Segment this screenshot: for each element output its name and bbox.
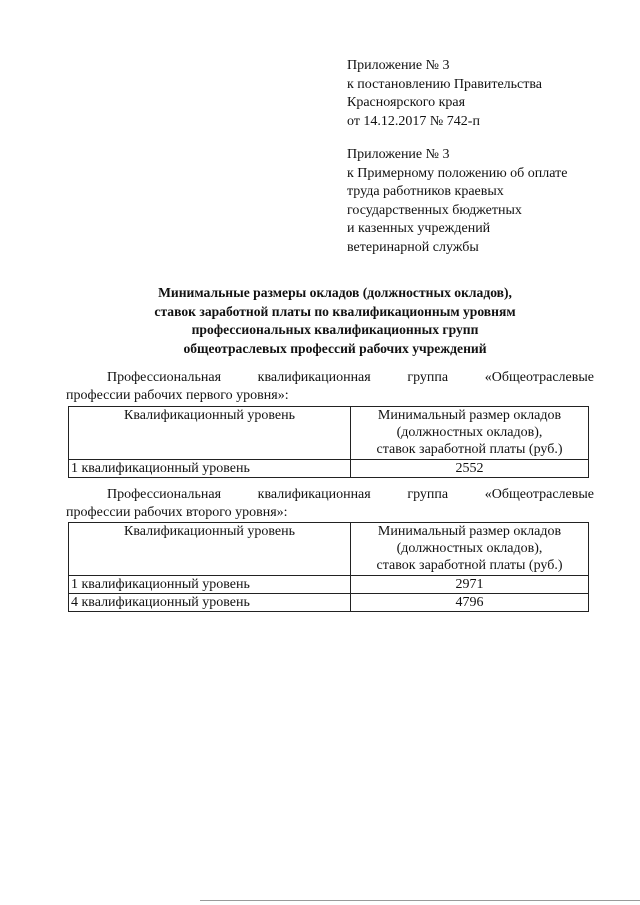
- group2-salary-table: [68, 522, 589, 612]
- group1-salary-table: [68, 406, 589, 478]
- header-salary-line: (должностных окладов),: [396, 425, 543, 440]
- annex-line: от 14.12.2017 № 742-п: [347, 113, 480, 129]
- header-salary-line: Минимальный размер окладов: [377, 524, 562, 539]
- annex-line: ветеринарной службы: [347, 239, 479, 255]
- title-line: ставок заработной платы по квалификационным уровням: [154, 303, 516, 319]
- annex-line: и казенных учреждений: [347, 221, 491, 236]
- header-salary-cell: [351, 523, 589, 576]
- group2-intro-line: Профессиональная квалификационная группа «Общеотраслевые: [107, 487, 594, 502]
- level-cell: 1 квалификационный уровень: [69, 576, 351, 594]
- annex-line: к постановлению Правительства: [347, 76, 543, 92]
- salary-cell: 2552: [351, 460, 589, 478]
- table-header-row: [69, 523, 589, 576]
- table-row: [69, 594, 589, 612]
- annex-line: Приложение № 3: [347, 58, 450, 73]
- header-salary-line: (должностных окладов),: [396, 541, 543, 556]
- annex-line: труда работников краевых: [347, 184, 504, 199]
- group1-intro: [66, 369, 594, 405]
- title-line: общеотраслевых профессий рабочих учреждений: [183, 340, 487, 356]
- annex-line: к Примерному положению об оплате: [347, 165, 568, 181]
- header-level-cell: Квалификационный уровень: [69, 407, 351, 460]
- annex-line: Красноярского края: [347, 95, 466, 110]
- title-line: профессиональных квалификационных групп: [191, 322, 479, 337]
- scan-edge-line: [200, 900, 640, 901]
- annex-header-resolution: [347, 57, 627, 131]
- group1-intro-line: Профессиональная квалификационная группа «Общеотраслевые: [107, 370, 594, 385]
- annex-line: государственных бюджетных: [347, 202, 522, 218]
- table-header-row: [69, 407, 589, 460]
- salary-cell: 2971: [351, 576, 589, 594]
- salary-cell: 4796: [351, 594, 589, 612]
- header-salary-line: ставок заработной платы (руб.): [376, 558, 563, 573]
- header-salary-cell: [351, 407, 589, 460]
- header-salary-line: ставок заработной платы (руб.): [376, 442, 563, 457]
- annex-header-regulation: [347, 146, 627, 257]
- title-line: Минимальные размеры окладов (должностных окладов),: [158, 285, 512, 300]
- document-title: [70, 284, 600, 358]
- header-salary-line: Минимальный размер окладов: [377, 408, 562, 423]
- level-cell: 4 квалификационный уровень: [69, 594, 351, 612]
- table-row: [69, 460, 589, 478]
- table-row: [69, 576, 589, 594]
- group2-intro-line: профессии рабочих второго уровня»:: [66, 505, 288, 520]
- header-level-cell: Квалификационный уровень: [69, 523, 351, 576]
- annex-line: Приложение № 3: [347, 147, 450, 162]
- level-cell: 1 квалификационный уровень: [69, 460, 351, 478]
- group1-intro-line: профессии рабочих первого уровня»:: [66, 388, 289, 403]
- group2-intro: [66, 486, 594, 522]
